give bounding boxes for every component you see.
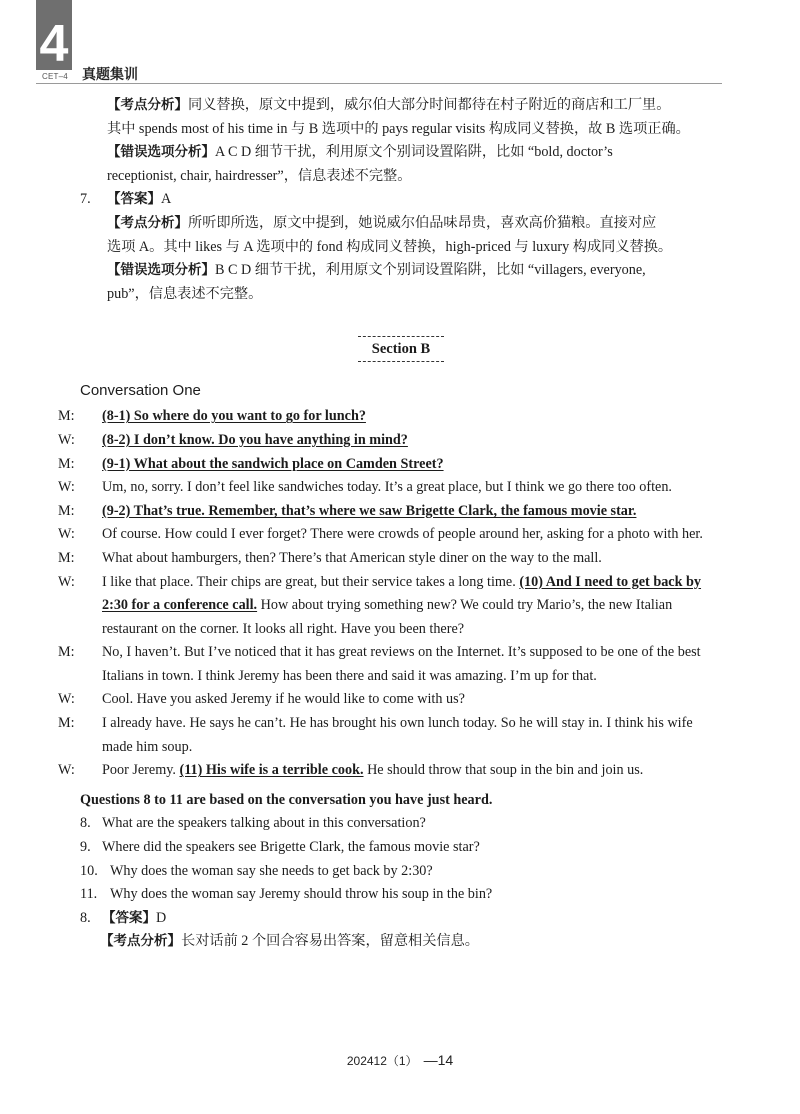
key-sentence: (9-1) What about the sandwich place on Camden Street? — [102, 455, 444, 472]
dialogue-text: I already have. He says he can’t. He has brought his own lunch today. So he will stay in. I think his wife made him soup. — [102, 715, 693, 755]
dialogue-text: No, I haven’t. But I’ve noticed that it has great reviews on the Internet. It’s supposed to be one of the best Italians in town. I think Jeremy has been there and said it was amazing. I’m up for that. — [102, 644, 701, 684]
item-8-answer — [80, 907, 722, 931]
analysis-6-kaodian: 【考点分析】同义替换，原文中提到，威尔伯大部分时间都待在村子附近的商店和工厂里。 — [107, 97, 671, 113]
speaker-label: M: — [58, 455, 75, 472]
speaker-label: W: — [58, 479, 75, 496]
key-sentence: (8-2) I don’t know. Do you have anything in mind? — [102, 431, 408, 448]
dialogue-text: Of course. How could I ever forget? There were crowds of people around her, asking for a photo with her. — [102, 526, 703, 543]
issue-number: 202412（1） — [346, 1054, 418, 1068]
question-text: What are the speakers talking about in this conversation? — [102, 815, 426, 832]
dialogue-text: Cool. Have you asked Jeremy if he would like to come with us? — [102, 691, 465, 708]
speaker-label: M: — [58, 644, 75, 661]
speaker-label: W: — [58, 691, 75, 708]
questions-heading: Questions 8 to 11 are based on the conversation you have just heard. — [80, 791, 493, 808]
dialogue-turn — [58, 547, 722, 571]
cuowu-label: 【错误选项分析】 — [107, 262, 215, 279]
section-title: Section B — [358, 336, 444, 362]
key-sentence: (9-2) That’s true. Remember, that’s where we saw Brigette Clark, the famous movie star. — [102, 502, 637, 519]
item-8-kaodian: 【考点分析】长对话前 2 个回合容易出答案，留意相关信息。 — [100, 933, 479, 950]
kaodian-label: 【考点分析】 — [100, 933, 181, 950]
answer-value: A — [161, 191, 172, 208]
conversation-transcript — [58, 405, 722, 783]
item-number: 7. — [80, 191, 91, 208]
header-divider — [36, 83, 722, 84]
question-number: 8. — [80, 815, 91, 832]
item-7-kaodian-cont: 选项 A。其中 likes 与 A 选项中的 fond 构成同义替换，high-priced 与 luxury 构成同义替换。 — [107, 238, 673, 255]
dialogue-text: I like that place. Their chips are great, but their service takes a long time. — [102, 573, 520, 590]
cuowu-label: 【错误选项分析】 — [107, 144, 215, 161]
dialogue-turn — [58, 453, 722, 477]
exam-label: CET–4 — [42, 72, 68, 81]
question-number: 10. — [80, 862, 98, 879]
speaker-label: W: — [58, 762, 75, 779]
question-text: Where did the speakers see Brigette Clark, the famous movie star? — [102, 839, 480, 856]
dialogue-turn — [58, 405, 722, 429]
dialogue-turn — [58, 476, 722, 500]
question-item — [80, 836, 722, 860]
dialogue-turn — [58, 641, 722, 688]
question-text: Why does the woman say Jeremy should throw his soup in the bin? — [110, 886, 493, 903]
question-item — [80, 812, 722, 836]
dialogue-text: What about hamburgers, then? There’s that American style diner on the way to the mall. — [102, 549, 602, 566]
chapter-number: 4 — [39, 15, 69, 73]
analysis-6-cuowu: 【错误选项分析】A C D 细节干扰，利用原文个别词设置陷阱，比如 “bold, doctor’s — [107, 144, 613, 161]
kaodian-label: 【考点分析】 — [107, 97, 188, 113]
analysis-6-kaodian-cont: 其中 spends most of his time in 与 B 选项中的 pays regular visits 构成同义替换，故 B 选项正确。 — [107, 120, 690, 137]
key-sentence: (8-1) So where do you want to go for lunch? — [102, 408, 366, 425]
page-footer — [0, 1052, 800, 1069]
question-item — [80, 883, 722, 907]
analysis-6-cuowu-cont: receptionist, chair, hairdresser”，信息表述不完整。 — [107, 167, 412, 184]
speaker-label: M: — [58, 502, 75, 519]
dialogue-text: Um, no, sorry. I don’t feel like sandwiches today. It’s a great place, but I think we go there too often. — [102, 479, 672, 496]
speaker-label: M: — [58, 549, 75, 566]
speaker-label: M: — [58, 408, 75, 425]
question-number: 9. — [80, 839, 91, 856]
page-header-title: 真题集训 — [82, 67, 138, 83]
dialogue-text: Poor Jeremy. — [102, 762, 180, 779]
page-content — [58, 94, 722, 954]
answer-label: 【答案】 — [102, 909, 156, 926]
dialogue-turn — [58, 759, 722, 783]
key-sentence: (10) And I need to get back by 2:30 for a conference call. — [102, 573, 702, 614]
answer-label: 【答案】 — [107, 191, 161, 208]
kaodian-label: 【考点分析】 — [107, 214, 188, 231]
dialogue-turn — [58, 429, 722, 453]
answer-value: D — [156, 909, 167, 926]
dialogue-turn — [58, 571, 722, 642]
speaker-label: W: — [58, 431, 75, 448]
question-list — [80, 812, 722, 906]
item-7-cuowu: 【错误选项分析】B C D 细节干扰，利用原文个别词设置陷阱，比如 “villagers, everyone, — [107, 262, 646, 279]
speaker-label: M: — [58, 715, 75, 732]
item-number: 8. — [80, 909, 91, 926]
question-item — [80, 860, 722, 884]
dialogue-turn — [58, 500, 722, 524]
conversation-title: Conversation One — [80, 382, 201, 400]
section-heading — [80, 336, 722, 362]
key-sentence: (11) His wife is a terrible cook. — [179, 762, 364, 779]
dialogue-text: He should throw that soup in the bin and join us. — [363, 762, 644, 779]
speaker-label: W: — [58, 526, 75, 543]
question-number: 11. — [80, 886, 98, 903]
item-7-cuowu-cont: pub”，信息表述不完整。 — [107, 285, 263, 302]
dialogue-turn — [58, 523, 722, 547]
speaker-label: W: — [58, 573, 75, 590]
dialogue-text: How about trying something new? We could try Mario’s, the new Italian restaurant on the corner. It looks all right. Have you been there? — [102, 597, 673, 637]
page-number: —14 — [423, 1052, 454, 1068]
dialogue-turn — [58, 712, 722, 759]
dialogue-turn — [58, 688, 722, 712]
item-7-answer — [80, 188, 722, 212]
question-text: Why does the woman say she needs to get back by 2:30? — [110, 862, 433, 879]
item-7-kaodian: 【考点分析】所听即所选，原文中提到，她说威尔伯品味昂贵，喜欢高价猫粮。直接对应 — [107, 214, 657, 231]
